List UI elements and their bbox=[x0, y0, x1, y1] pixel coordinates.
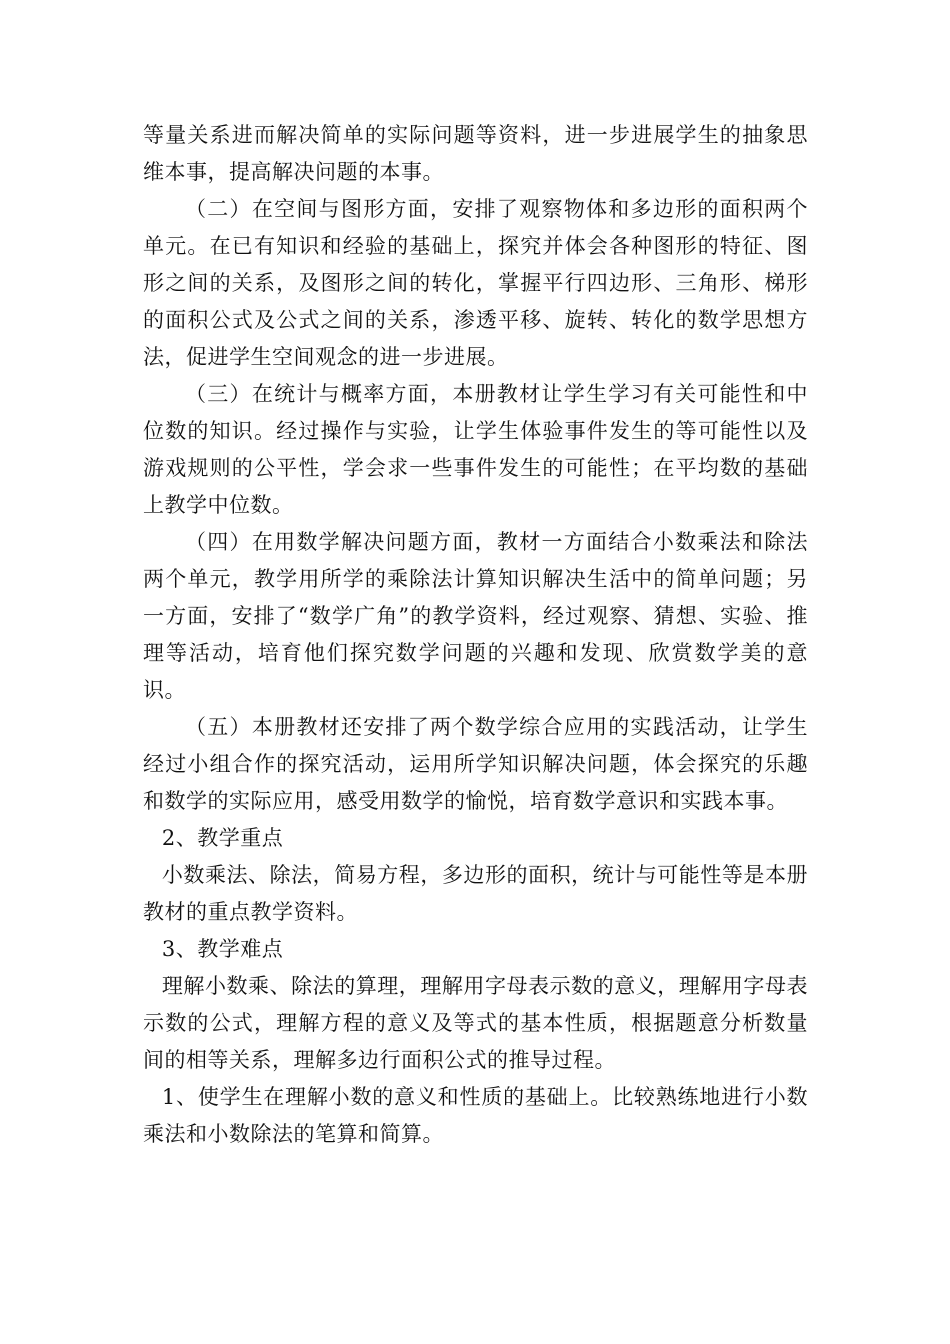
document-page bbox=[143, 117, 808, 1153]
heading-teaching-focus: 2、教学重点 bbox=[161, 826, 284, 850]
paragraph-teaching-focus: 小数乘法、除法，简易方程，多边形的面积，统计与可能性等是本册教材的重点教学资料。 bbox=[143, 863, 808, 924]
paragraph-space-and-shape: （二）在空间与图形方面，安排了观察物体和多边形的面积两个单元。在已有知识和经验的基础上，探究并体会各种图形的特征、图形之间的关系，及图形之间的转化，掌握平行四边形、三角形、梯形的面积公式及公式之间的关系，渗透平移、旋转、转化的数学思想方法，促进学生空间观念的进一步进展。 bbox=[143, 197, 808, 369]
paragraph-statistics-probability: （三）在统计与概率方面，本册教材让学生学习有关可能性和中位数的知识。经过操作与实验，让学生体验事件发生的等可能性以及游戏规则的公平性，学会求一些事件发生的可能性；在平均数的基础上教学中位数。 bbox=[143, 382, 808, 517]
paragraph-practice-activities: （五）本册教材还安排了两个数学综合应用的实践活动，让学生经过小组合作的探究活动，运用所学知识解决问题，体会探究的乐趣和数学的实际应用，感受用数学的愉悦，培育数学意识和实践本事。 bbox=[143, 715, 808, 813]
paragraph-teaching-difficulty: 理解小数乘、除法的算理，理解用字母表示数的意义，理解用字母表示数的公式，理解方程的意义及等式的基本性质，根据题意分析数量间的相等关系，理解多边行面积公式的推导过程。 bbox=[143, 974, 808, 1072]
paragraph-continuation: 等量关系进而解决简单的实际问题等资料，进一步进展学生的抽象思维本事，提高解决问题的本事。 bbox=[143, 123, 808, 184]
paragraph-problem-solving: （四）在用数学解决问题方面，教材一方面结合小数乘法和除法两个单元，教学用所学的乘除法计算知识解决生活中的简单问题；另一方面，安排了“数学广角”的教学资料，经过观察、猜想、实验、推理等活动，培育他们探究数学问题的兴趣和发现、欣赏数学美的意识。 bbox=[143, 530, 808, 702]
heading-teaching-difficulty: 3、教学难点 bbox=[161, 937, 284, 961]
paragraph-goal-1: 1、使学生在理解小数的意义和性质的基础上。比较熟练地进行小数乘法和小数除法的笔算和简算。 bbox=[143, 1085, 808, 1146]
